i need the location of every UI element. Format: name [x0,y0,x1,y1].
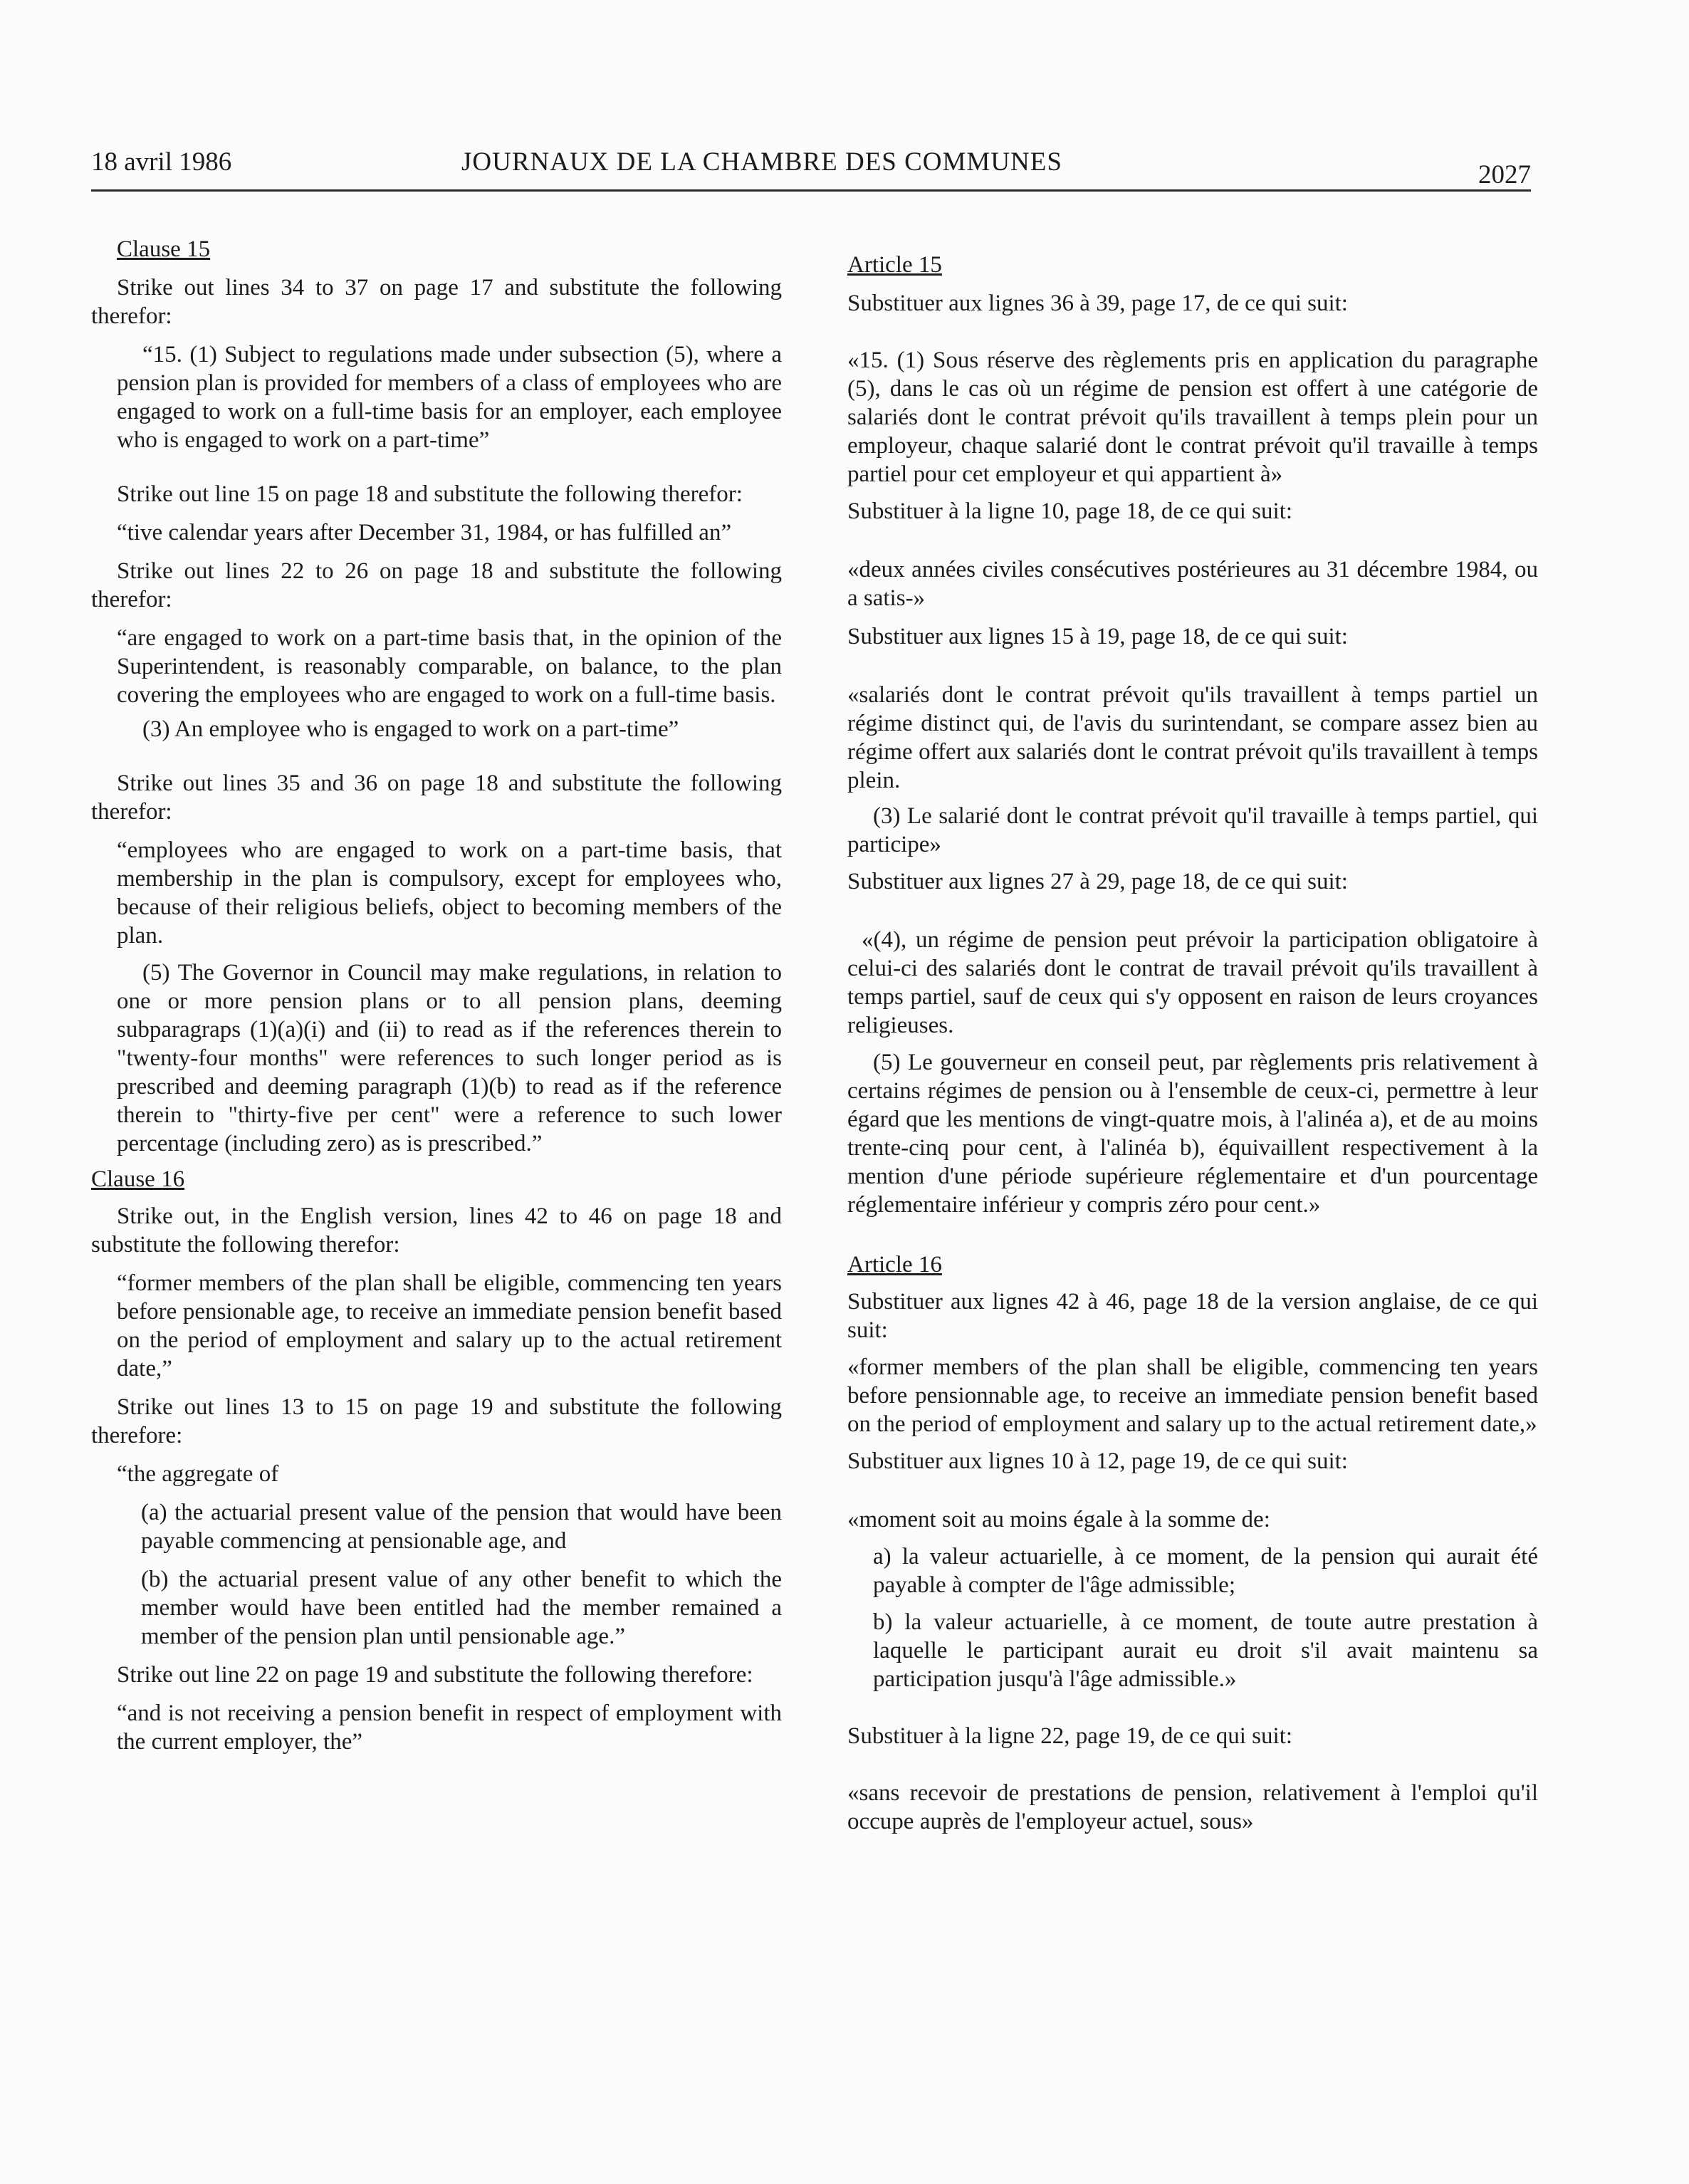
instruction-fr-6: Substituer aux lignes 10 à 12, page 19, de ce qui suit: [847,1448,1348,1474]
quote-fr-4b: (5) Le gouverneur en conseil peut, par règlements pris relativement à certains régimes de pension ou à l'ensemble de ceux-ci, permettre à leur égard que les mentions de vingt-quatre mois, à l'alinéa a), et de au moins trente-cinq pour cent, à l'alinéa b), équivaillent respectivement à la mention d'une période supérieure réglementaire et d'un pourcentage réglementaire inférieur y compris zéro pour cent.» [847,1050,1538,1218]
quote-fr-7: «sans recevoir de prestations de pension, relativement à l'emploi qu'il occupe auprès de l'employeur actuel, sous» [847,1780,1538,1834]
french-column [847,235,1538,1836]
quote-6b: (b) the actuarial present value of any other benefit to which the member would have been entitled had the member remained a member of the pension plan until pensionable age.” [141,1567,782,1649]
quote-4: “employees who are engaged to work on a part-time basis, that membership in the plan is compulsory, except for employees who, because of their religious beliefs, object to becoming members of the plan. [117,837,782,949]
instruction-fr-2: Substituer à la ligne 10, page 18, de ce qui suit: [847,498,1293,524]
quote-3b: (3) An employee who is engaged to work on a part-time” [142,716,679,742]
quote-4b: (5) The Governor in Council may make regulations, in relation to one or more pension plans or to all pension plans, deeming subparagraps (1)(a)(i) and (ii) to read as if the references therein to "twenty-four months" were references to such longer period as is prescribed and deeming paragraph (1)(b) to read as if the reference therein to "thirty-five per cent" were a reference to such lower percentage (including zero) as is prescribed.” [117,960,782,1156]
article-15-heading: Article 15 [847,252,942,278]
instruction-fr-4: Substituer aux lignes 27 à 29, page 18, de ce qui suit: [847,869,1348,894]
instruction-fr-7: Substituer à la ligne 22, page 19, de ce qui suit: [847,1723,1293,1749]
quote-3: “are engaged to work on a part-time basis that, in the opinion of the Superintendent, is reasonably comparable, on balance, to the plan covering the employees who are engaged to work on a full-time basis. [117,625,782,708]
instruction-fr-3: Substituer aux lignes 15 à 19, page 18, de ce qui suit: [847,624,1348,649]
header-date: 18 avril 1986 [91,147,232,177]
quote-fr-5: «former members of the plan shall be eligible, commencing ten years before pensionnable age, to receive an immediate pension benefit based on the period of employment and salary up to the actual retirement date,» [847,1354,1538,1437]
instruction-7: Strike out line 22 on page 19 and substitute the following therefore: [117,1662,753,1688]
clause-15-heading: Clause 15 [117,236,211,262]
quote-fr-3b: (3) Le salarié dont le contrat prévoit qu'il travaille à temps partiel, qui participe» [847,803,1538,857]
instruction-5: Strike out, in the English version, lines 42 to 46 on page 18 and substitute the following therefor: [91,1203,782,1258]
instruction-1: Strike out lines 34 to 37 on page 17 and substitute the following therefor: [91,275,782,329]
instruction-3: Strike out lines 22 to 26 on page 18 and substitute the following therefor: [91,558,782,612]
clause-16-heading: Clause 16 [91,1166,185,1192]
article-16-heading: Article 16 [847,1252,942,1278]
instruction-2: Strike out line 15 on page 18 and substitute the following therefor: [117,481,743,507]
quote-fr-6a: a) la valeur actuarielle, à ce moment, de la pension qui aurait été payable à compter de l'âge admissible; [873,1544,1538,1598]
quote-1: “15. (1) Subject to regulations made under subsection (5), where a pension plan is provided for members of a class of employees who are engaged to work on a full-time basis for an employer, each employee who is engaged to work on a part-time” [117,342,782,453]
page-number: 2027 [1478,160,1531,189]
page-header [91,147,1531,192]
quote-6: “the aggregate of [117,1461,279,1487]
instruction-fr-5: Substituer aux lignes 42 à 46, page 18 de la version anglaise, de ce qui suit: [847,1289,1538,1343]
quote-6a: (a) the actuarial present value of the pension that would have been payable commencing at pensionable age, and [141,1500,782,1554]
quote-fr-6: «moment soit au moins égale à la somme de: [847,1507,1270,1532]
quote-2: “tive calendar years after December 31, 1984, or has fulfilled an” [117,520,732,545]
quote-fr-4: «(4), un régime de pension peut prévoir la participation obligatoire à celui-ci des salariés dont le contrat de travail prévoit qu'ils travaillent à temps partiel, sauf de ceux qui s'y opposent en raison de leurs croyances religieuses. [847,927,1538,1038]
instruction-4: Strike out lines 35 and 36 on page 18 and substitute the following therefor: [91,770,782,825]
quote-fr-6b: b) la valeur actuarielle, à ce moment, de toute autre prestation à laquelle le participant aurait eu droit s'il avait maintenu sa participation jusqu'à l'âge admissible.» [873,1609,1538,1692]
quote-fr-1: «15. (1) Sous réserve des règlements pris en application du paragraphe (5), dans le cas où un régime de pension est offert à une catégorie de salariés dont le contrat prévoit qu'ils travaillent à temps plein pour un employeur, chaque salarié dont le contrat prévoit qu'il travaille à temps partiel pour cet employeur et qui appartient à» [847,348,1538,487]
instruction-fr-1: Substituer aux lignes 36 à 39, page 17, de ce qui suit: [847,291,1348,316]
quote-7: “and is not receiving a pension benefit in respect of employment with the current employer, the” [117,1700,782,1755]
quote-fr-2: «deux années civiles consécutives postérieures au 31 décembre 1984, ou a satis-» [847,557,1538,611]
instruction-6: Strike out lines 13 to 15 on page 19 and substitute the following therefore: [91,1394,782,1448]
quote-fr-3: «salariés dont le contrat prévoit qu'ils travaillent à temps partiel un régime distinct qui, de l'avis du surintendant, se compare assez bien au régime offert aux salariés dont le contrat prévoit qu'ils travaillent à temps plein. [847,682,1538,793]
english-column [91,235,782,1756]
quote-5: “former members of the plan shall be eligible, commencing ten years before pensionable age, to receive an immediate pension benefit based on the period of employment and salary up to the actual retirement date,” [117,1270,782,1381]
header-title: JOURNAUX DE LA CHAMBRE DES COMMUNES [461,147,1062,177]
